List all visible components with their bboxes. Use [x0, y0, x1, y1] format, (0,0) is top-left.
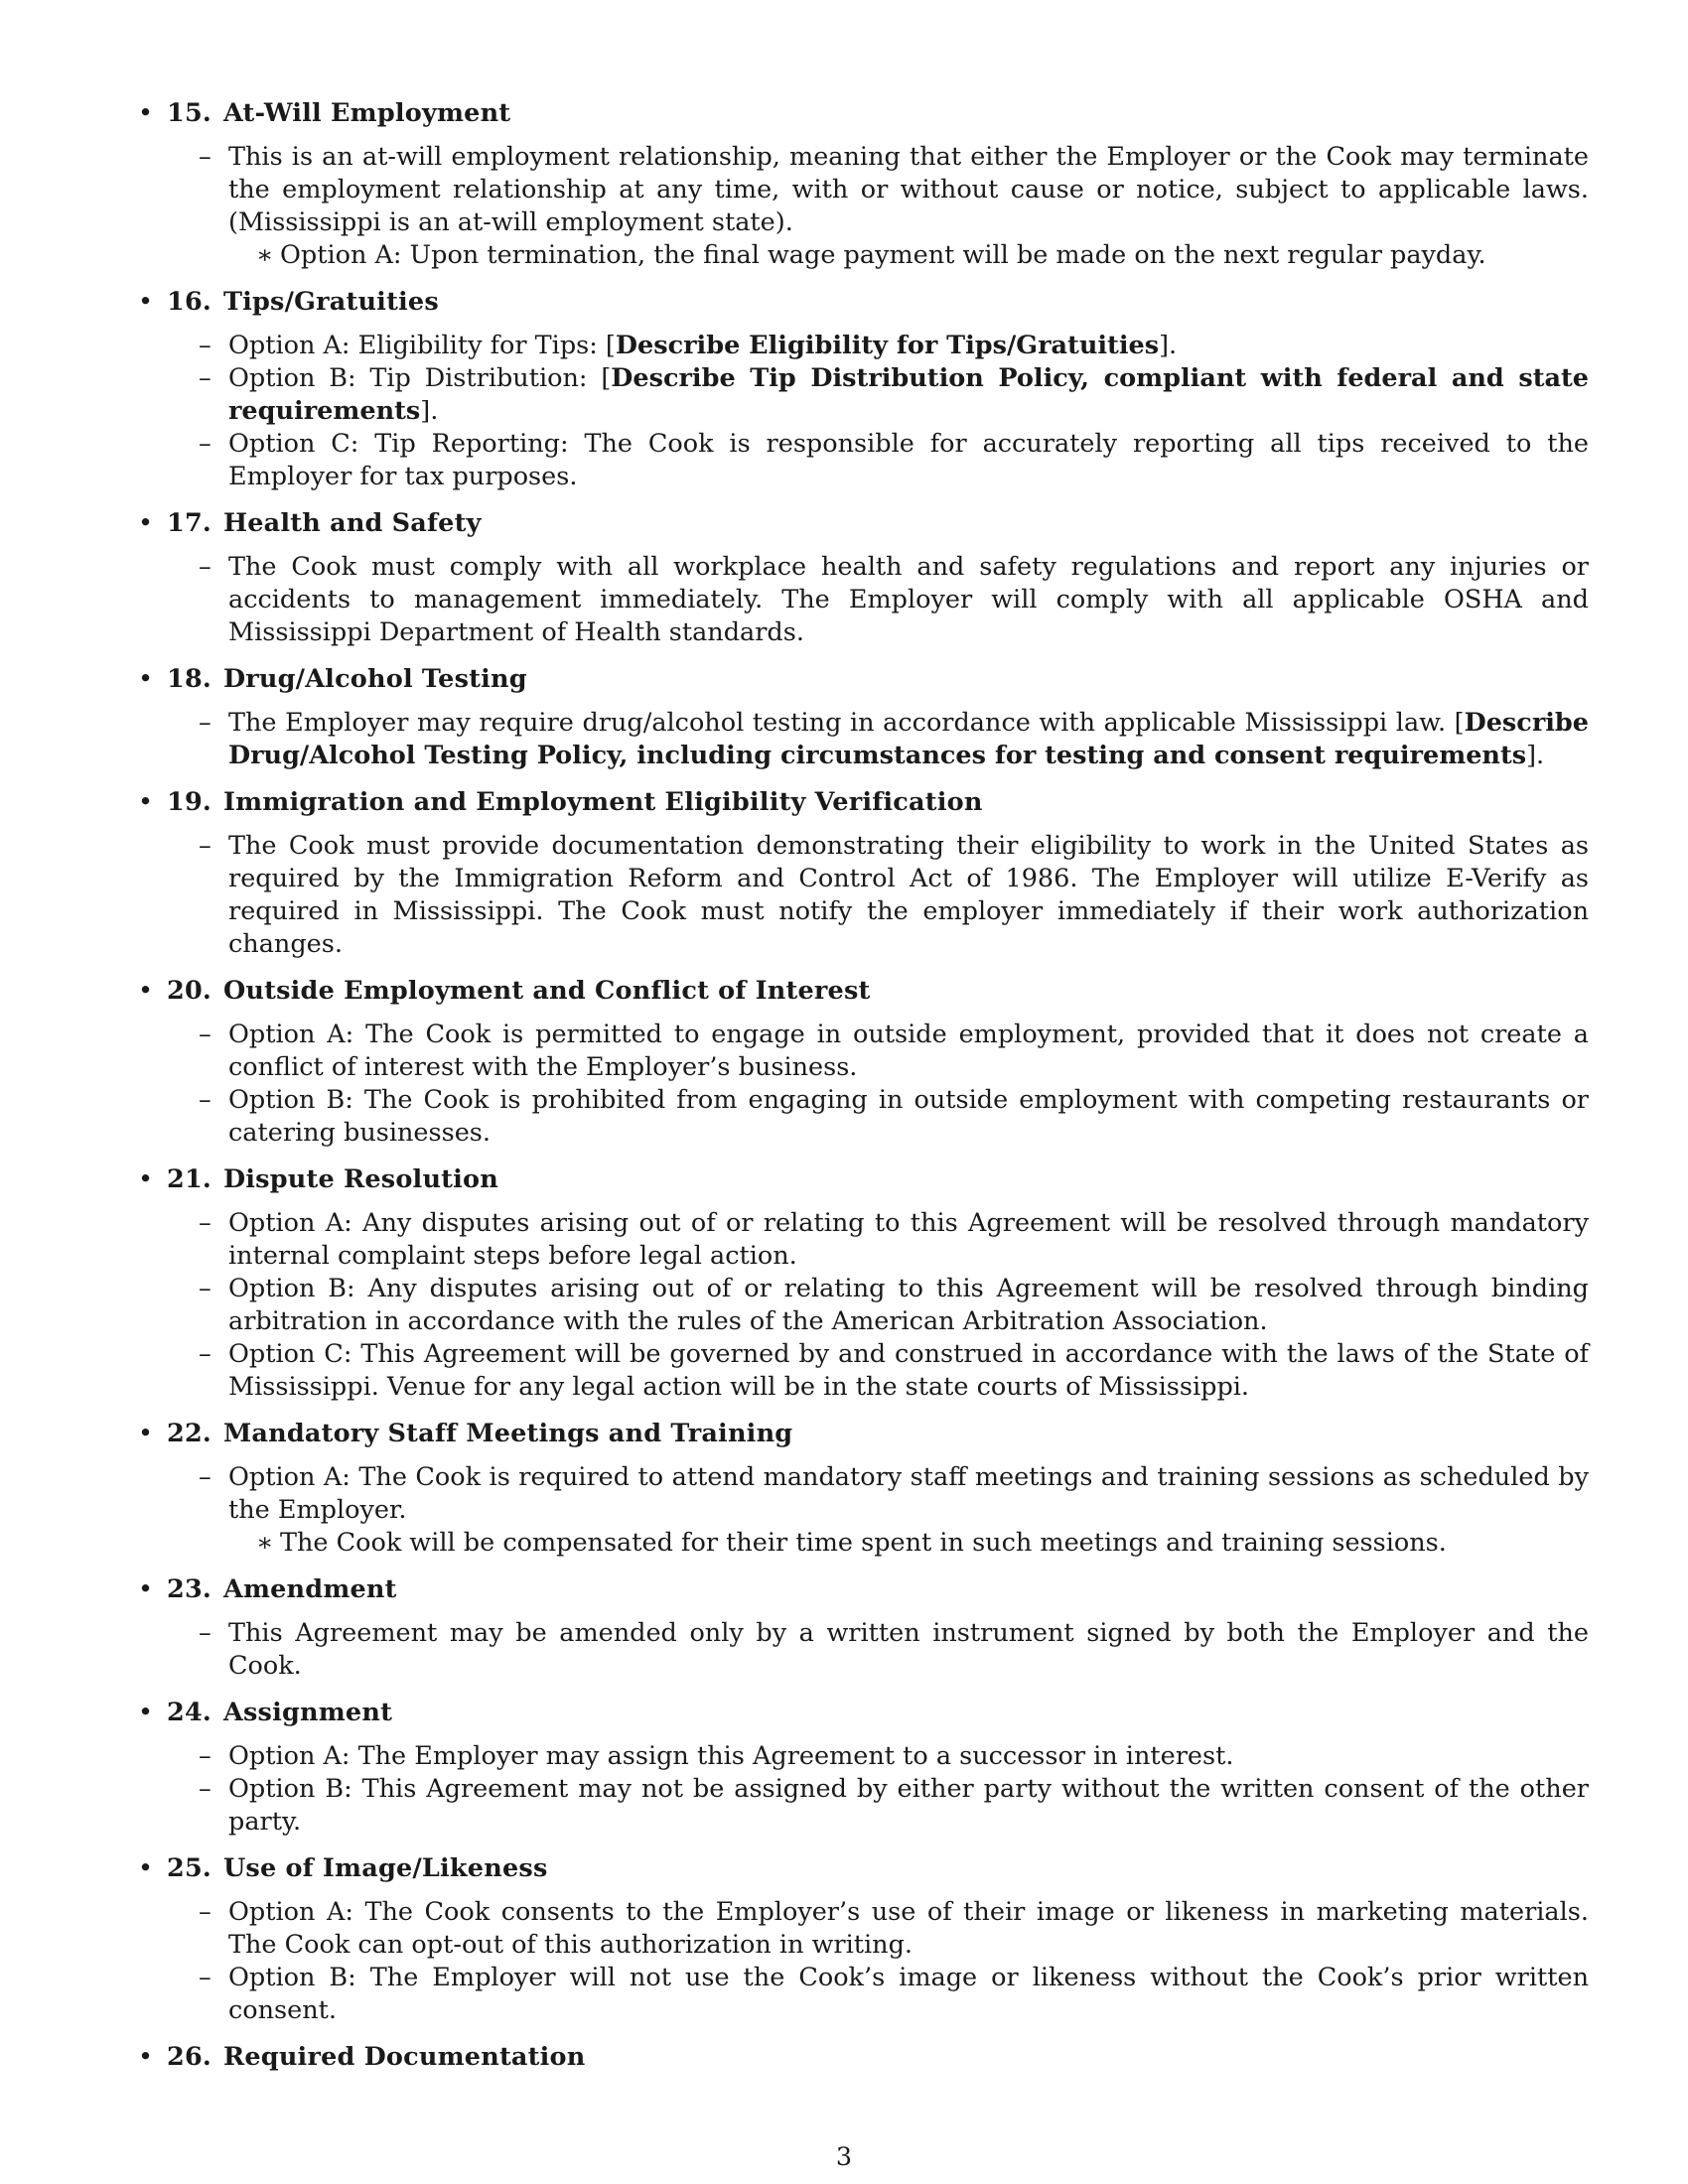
section-title: Required Documentation [222, 2042, 586, 2072]
dash-icon: – [199, 1963, 211, 1992]
section-number: 17. [167, 508, 211, 538]
placeholder-text: Describe Tip Distribution Policy, compliant with federal and state requirements [228, 363, 1589, 426]
bullet-icon: • [138, 1574, 154, 1604]
list-item [135, 1773, 1589, 1839]
bullet-icon: • [138, 976, 154, 1006]
section-heading [135, 1573, 1589, 1606]
section-heading [135, 286, 1589, 319]
bullet-icon: • [138, 1853, 154, 1883]
section-number: 15. [167, 98, 211, 128]
dash-icon: – [199, 1274, 211, 1303]
section-items [135, 830, 1589, 961]
bullet-icon: • [138, 787, 154, 817]
dash-icon: – [199, 708, 211, 738]
bullet-icon: • [138, 508, 154, 538]
list-item [135, 362, 1589, 428]
bullet-icon: • [138, 1419, 154, 1448]
list-item [135, 830, 1589, 961]
section-items [135, 707, 1589, 772]
item-text: Option A: The Cook is permitted to engage in outside employment, provided that it does not create a conflict of interest with the Employer’s business. [228, 1020, 1589, 1082]
section-heading [135, 97, 1589, 130]
list-item [135, 428, 1589, 493]
dash-icon: – [199, 363, 211, 393]
section-heading [135, 507, 1589, 540]
item-text: Option C: This Agreement will be governed by and construed in accordance with the laws of the State of Mississippi. Venue for any legal action will be in the state courts of Mississippi. [228, 1339, 1589, 1402]
section-title: Amendment [222, 1574, 397, 1604]
section-heading [135, 975, 1589, 1008]
section-9 [135, 1573, 1589, 1683]
section-number: 25. [167, 1853, 211, 1883]
list-item [135, 1962, 1589, 2027]
bullet-icon: • [138, 2042, 154, 2072]
section-number: 18. [167, 664, 211, 694]
item-text: Option A: The Cook is required to attend mandatory staff meetings and training sessions as scheduled by the Employer. [228, 1462, 1589, 1525]
asterisk-icon: ∗ [256, 240, 274, 270]
section-10 [135, 1697, 1589, 1839]
section-1 [135, 97, 1589, 272]
dash-icon: – [199, 1020, 211, 1049]
bullet-icon: • [138, 98, 154, 128]
item-text: Option A: The Cook consents to the Employer’s use of their image or likeness in marketing materials. The Cook can opt-out of this authorization in writing. [228, 1897, 1589, 1960]
section-items [135, 1740, 1589, 1839]
section-items [135, 1207, 1589, 1404]
bullet-icon: • [138, 1164, 154, 1194]
section-11 [135, 1852, 1589, 2027]
section-number: 20. [167, 976, 211, 1006]
dash-icon: – [199, 1462, 211, 1492]
section-2 [135, 286, 1589, 493]
section-heading [135, 1418, 1589, 1450]
section-12 [135, 2041, 1589, 2074]
item-text: Option A: Eligibility for Tips: [ [228, 331, 616, 360]
bullet-icon: • [138, 287, 154, 317]
list-item [135, 1740, 1589, 1773]
section-title: Outside Employment and Conflict of Interest [222, 976, 871, 1006]
section-number: 19. [167, 787, 211, 817]
section-number: 26. [167, 2042, 211, 2072]
section-title: Use of Image/Likeness [222, 1853, 548, 1883]
sub-list-item [135, 239, 1589, 272]
dash-icon: – [199, 1741, 211, 1771]
list-item [135, 1461, 1589, 1527]
section-title: Immigration and Employment Eligibility Verification [222, 787, 983, 817]
bullet-icon: • [138, 1698, 154, 1727]
section-7 [135, 1163, 1589, 1404]
section-5 [135, 786, 1589, 961]
list-item [135, 330, 1589, 362]
dash-icon: – [199, 1897, 211, 1927]
asterisk-icon: ∗ [256, 1528, 274, 1558]
list-item [135, 551, 1589, 649]
item-text: Option A: Any disputes arising out of or relating to this Agreement will be resolved through mandatory internal complaint steps before legal action. [228, 1208, 1589, 1271]
item-text: This is an at-will employment relationship, meaning that either the Employer or the Cook may terminate the employment relationship at any time, with or without cause or notice, subject to applicable laws. (Mississippi is an at-will employment state). [228, 142, 1589, 237]
placeholder-text: Describe Eligibility for Tips/Gratuities [615, 331, 1160, 360]
dash-icon: – [199, 1085, 211, 1115]
item-text: Option B: Any disputes arising out of or relating to this Agreement will be resolved through binding arbitration in accordance with the rules of the American Arbitration Association. [228, 1274, 1589, 1336]
list-item [135, 1084, 1589, 1150]
section-heading [135, 786, 1589, 819]
item-text: Option B: The Cook is prohibited from engaging in outside employment with competing restaurants or catering businesses. [228, 1085, 1589, 1148]
section-number: 16. [167, 287, 211, 317]
section-title: Tips/Gratuities [222, 287, 439, 317]
section-heading [135, 663, 1589, 696]
dash-icon: – [199, 1774, 211, 1804]
item-text: ]. [420, 396, 439, 426]
dash-icon: – [199, 831, 211, 861]
section-heading [135, 1852, 1589, 1885]
list-item [135, 1273, 1589, 1338]
section-number: 22. [167, 1419, 211, 1448]
placeholder-text: Describe Drug/Alcohol Testing Policy, including circumstances for testing and consent requirements [228, 708, 1589, 770]
list-item [135, 1617, 1589, 1683]
section-number: 23. [167, 1574, 211, 1604]
section-items [135, 1896, 1589, 2027]
item-text: Option B: This Agreement may not be assigned by either party without the written consent of the other party. [228, 1774, 1589, 1837]
dash-icon: – [199, 331, 211, 360]
item-text: ]. [1526, 741, 1545, 770]
dash-icon: – [199, 1208, 211, 1238]
item-text: The Cook must comply with all workplace health and safety regulations and report any injuries or accidents to management immediately. The Employer will comply with all applicable OSHA and Mississippi Department of Health standards. [228, 552, 1589, 647]
section-items [135, 1461, 1589, 1560]
item-text: Option B: Tip Distribution: [ [228, 363, 612, 393]
dash-icon: – [199, 1339, 211, 1369]
section-title: Dispute Resolution [222, 1164, 498, 1194]
item-text: Option B: The Employer will not use the Cook’s image or likeness without the Cook’s prior written consent. [228, 1963, 1589, 2025]
item-text: The Cook must provide documentation demonstrating their eligibility to work in the United States as required by the Immigration Reform and Control Act of 1986. The Employer will utilize E-Verify as required in Mississippi. The Cook must notify the employer immediately if their work authorization changes. [228, 831, 1589, 959]
section-title: Health and Safety [222, 508, 482, 538]
sub-item-text: Option A: Upon termination, the final wage payment will be made on the next regular payday. [280, 240, 1486, 270]
section-heading [135, 1697, 1589, 1729]
item-text: This Agreement may be amended only by a written instrument signed by both the Employer and the Cook. [228, 1618, 1589, 1681]
section-heading [135, 2041, 1589, 2074]
dash-icon: – [199, 552, 211, 582]
document-page [135, 97, 1589, 2088]
section-title: Drug/Alcohol Testing [222, 664, 527, 694]
list-item [135, 1207, 1589, 1273]
section-title: Assignment [222, 1698, 393, 1727]
section-items [135, 330, 1589, 493]
section-title: Mandatory Staff Meetings and Training [222, 1419, 793, 1448]
item-text: The Employer may require drug/alcohol testing in accordance with applicable Mississippi law. [ [228, 708, 1465, 738]
section-4 [135, 663, 1589, 772]
section-heading [135, 1163, 1589, 1196]
dash-icon: – [199, 142, 211, 172]
item-text: Option A: The Employer may assign this Agreement to a successor in interest. [228, 1741, 1234, 1771]
section-6 [135, 975, 1589, 1150]
section-title: At-Will Employment [222, 98, 511, 128]
section-items [135, 141, 1589, 272]
list-item [135, 1338, 1589, 1404]
section-items [135, 1019, 1589, 1150]
item-text: ]. [1159, 331, 1178, 360]
section-8 [135, 1418, 1589, 1560]
bullet-icon: • [138, 664, 154, 694]
list-item [135, 707, 1589, 772]
section-number: 24. [167, 1698, 211, 1727]
list-item [135, 1019, 1589, 1084]
page-number: 3 [835, 2142, 853, 2172]
sub-item-text: The Cook will be compensated for their time spent in such meetings and training sessions. [280, 1528, 1447, 1558]
dash-icon: – [199, 429, 211, 459]
section-3 [135, 507, 1589, 649]
list-item [135, 1896, 1589, 1962]
sub-list-item [135, 1527, 1589, 1560]
section-number: 21. [167, 1164, 211, 1194]
section-items [135, 551, 1589, 649]
dash-icon: – [199, 1618, 211, 1648]
item-text: Option C: Tip Reporting: The Cook is responsible for accurately reporting all tips received to the Employer for tax purposes. [228, 429, 1589, 491]
list-item [135, 141, 1589, 239]
section-items [135, 1617, 1589, 1683]
